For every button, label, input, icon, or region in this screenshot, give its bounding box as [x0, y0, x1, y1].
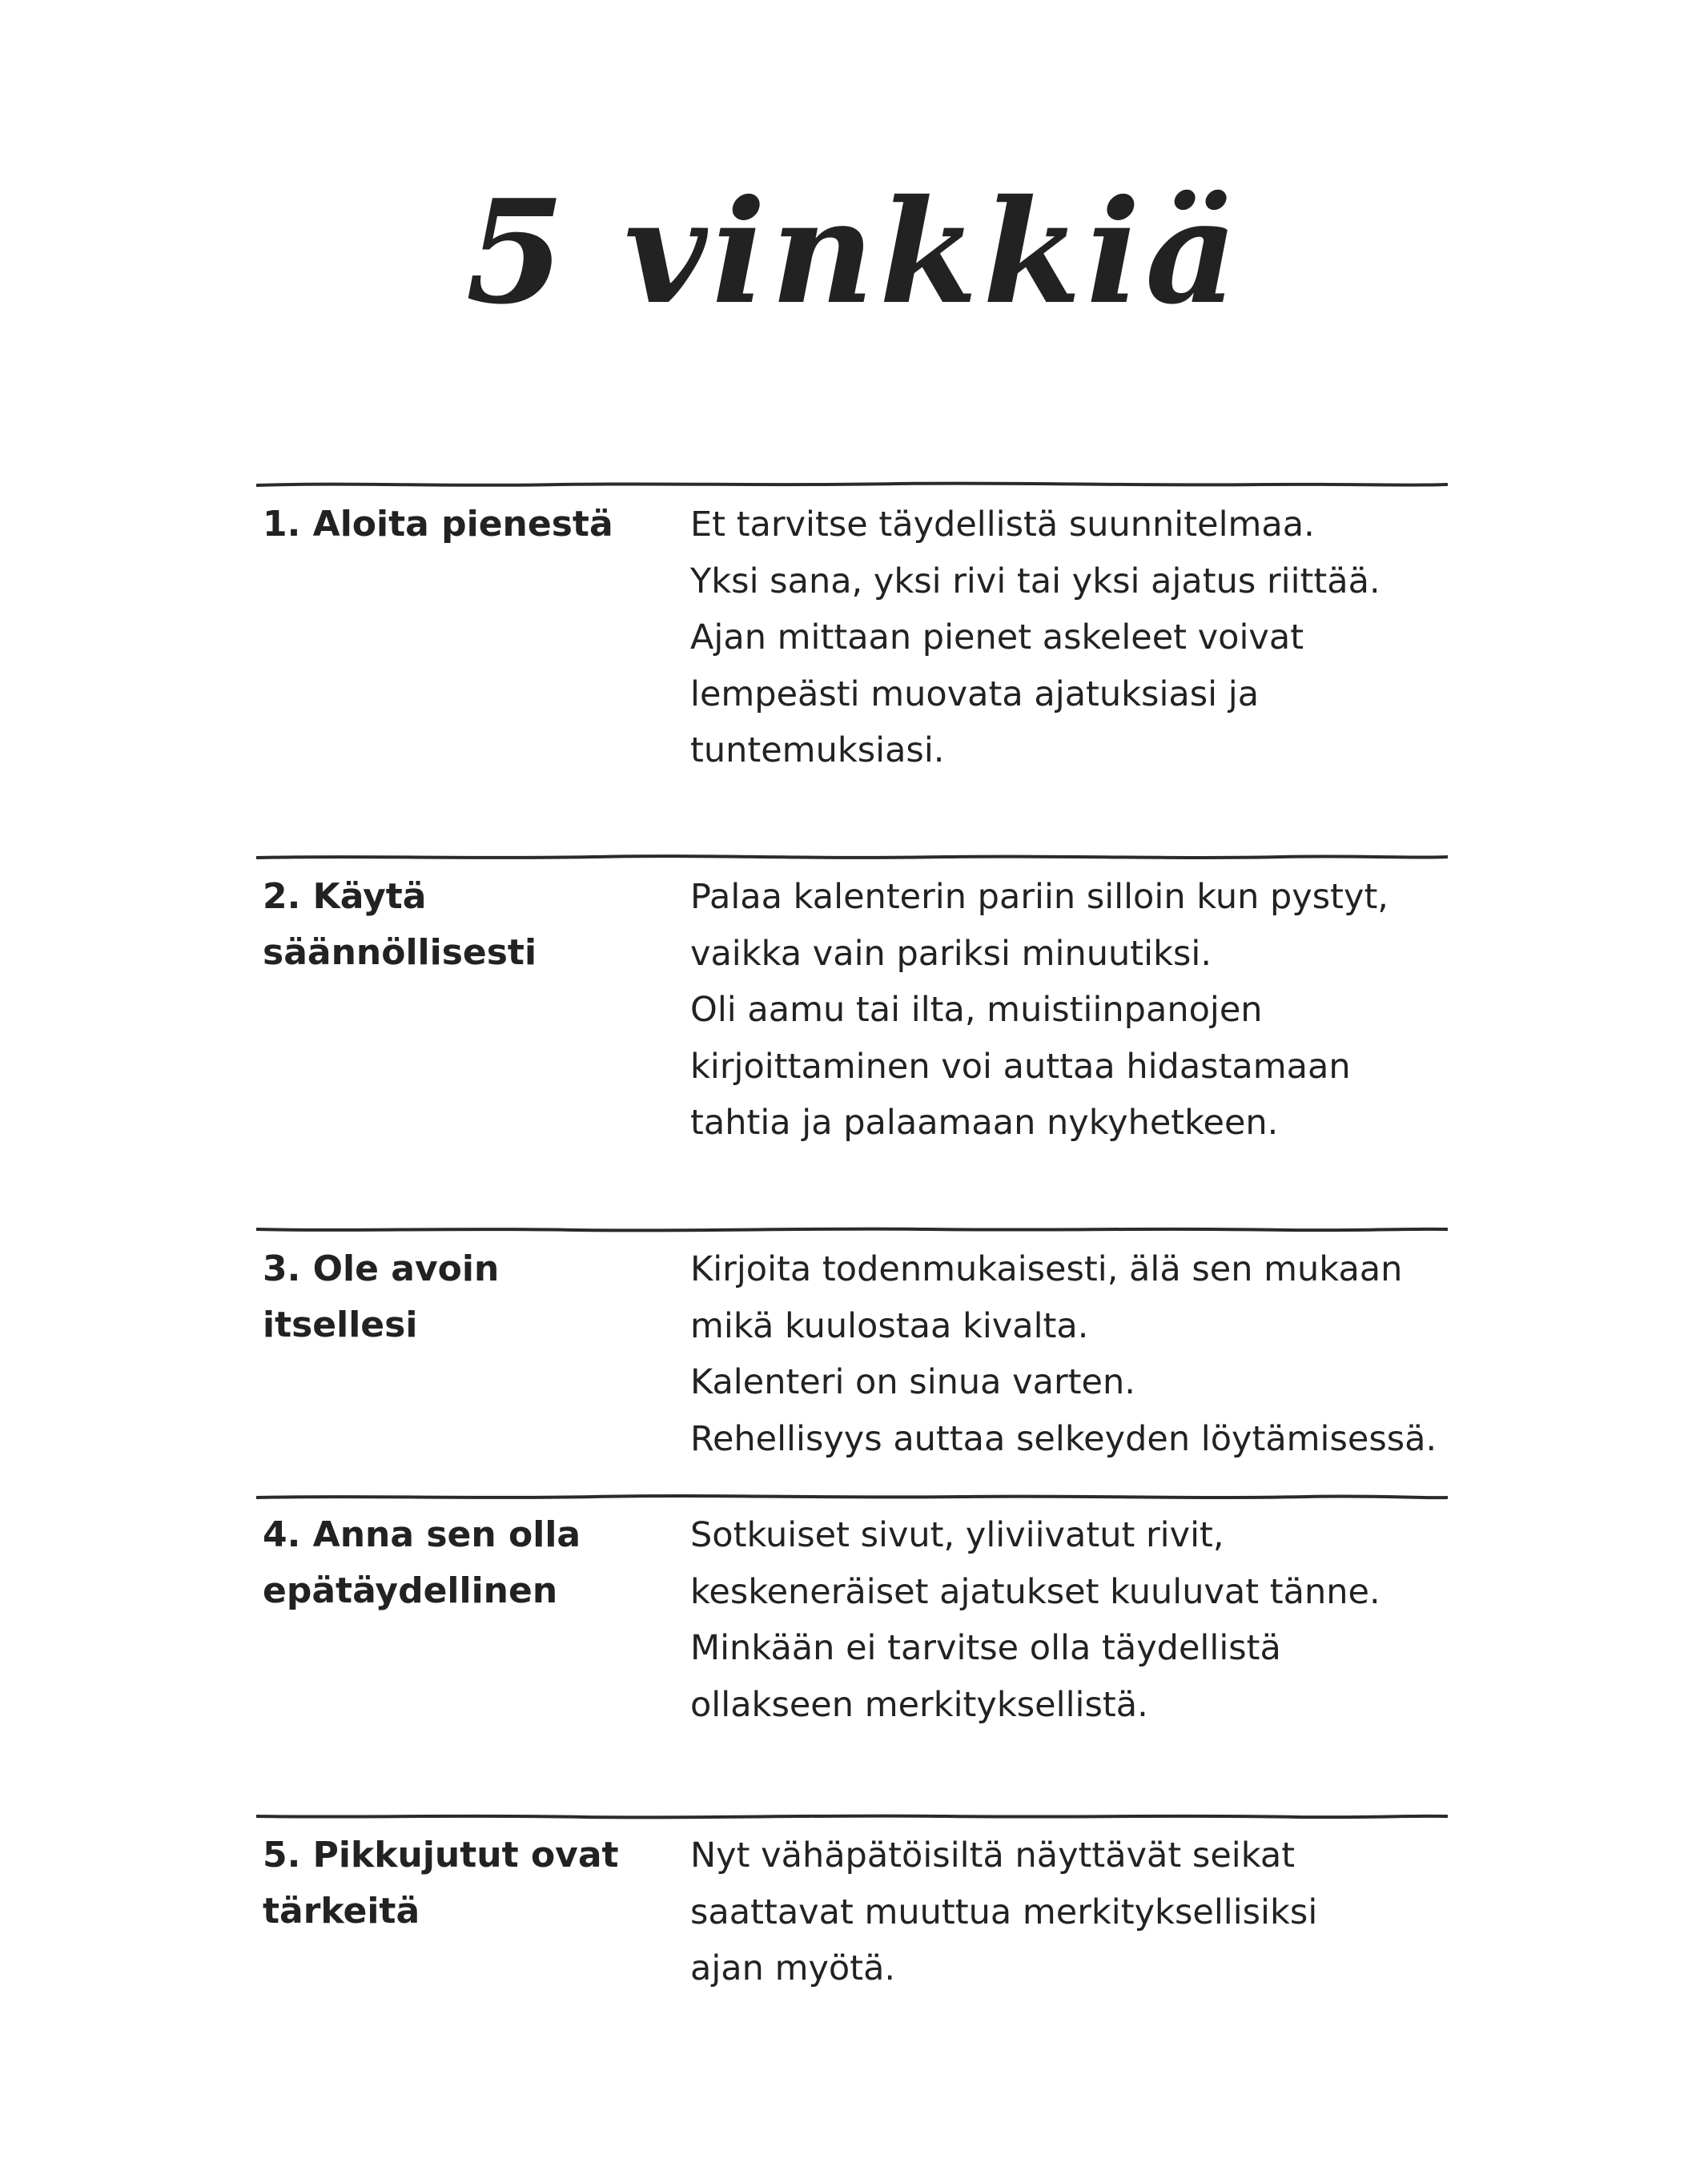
- tip-line: ollakseen merkityksellistä.: [690, 1684, 1148, 1725]
- hand-drawn-divider: [256, 480, 1448, 491]
- tip-text: [690, 869, 1459, 1152]
- tip-line: Rehellisyys auttaa selkeyden löytämisessä.: [690, 1418, 1437, 1459]
- tip-line: saattavat muuttua merkityksellisiksi: [690, 1892, 1318, 1932]
- tip-heading: 3. Ole avoin itsellesi: [263, 1248, 500, 1345]
- tip-heading: 2. Käytä säännöllisesti: [263, 876, 537, 973]
- tip-line: vaikka vain pariksi minuutiksi.: [690, 933, 1212, 974]
- tip-line: Palaa kalenterin pariin silloin kun pystyt,: [690, 877, 1389, 917]
- tip-line: kirjoittaminen voi auttaa hidastamaan: [690, 1046, 1351, 1087]
- tip-line: lempeästi muovata ajatuksiasi ja: [690, 673, 1260, 714]
- tip-heading: 1. Aloita pienestä: [263, 504, 613, 545]
- page-title: 5 vinkkiä: [465, 168, 1243, 336]
- tip-line: Yksi sana, yksi rivi tai yksi ajatus riittää.: [690, 561, 1380, 601]
- tip-line: Et tarvitse täydellistä suunnitelmaa.: [690, 505, 1315, 545]
- hand-drawn-divider: [256, 1811, 1448, 1823]
- tip-line: Nyt vähäpätöisiltä näyttävät seikat: [690, 1835, 1296, 1876]
- tip-line: mikä kuulostaa kivalta.: [690, 1305, 1089, 1346]
- tip-text: [690, 1507, 1459, 1733]
- tip-heading: 4. Anna sen olla epätäydellinen: [263, 1514, 581, 1611]
- tip-heading: 5. Pikkujutut ovat tärkeitä: [263, 1835, 619, 1932]
- tip-line: Sotkuiset sivut, yliviivatut rivit,: [690, 1515, 1224, 1555]
- tip-line: Kalenteri on sinua varten.: [690, 1362, 1135, 1402]
- tip-line: tahtia ja palaamaan nykyhetkeen.: [690, 1103, 1279, 1143]
- tip-line: keskeneräiset ajatukset kuuluvat tänne.: [690, 1571, 1380, 1612]
- tip-line: Kirjoita todenmukaisesti, älä sen mukaan: [690, 1249, 1403, 1289]
- hand-drawn-divider: [256, 1224, 1448, 1236]
- tip-text: [690, 1827, 1459, 1997]
- tip-line: Ajan mittaan pienet askeleet voivat: [690, 617, 1304, 657]
- tip-text: [690, 1241, 1459, 1467]
- tip-text: [690, 497, 1459, 779]
- hand-drawn-divider: [256, 852, 1448, 863]
- tip-line: ajan myötä.: [690, 1948, 896, 1988]
- tip-line: tuntemuksiasi.: [690, 730, 945, 770]
- tip-line: Minkään ei tarvitse olla täydellistä: [690, 1628, 1281, 1668]
- hand-drawn-divider: [256, 1492, 1448, 1503]
- tip-line: Oli aamu tai ilta, muistiinpanojen: [690, 990, 1263, 1030]
